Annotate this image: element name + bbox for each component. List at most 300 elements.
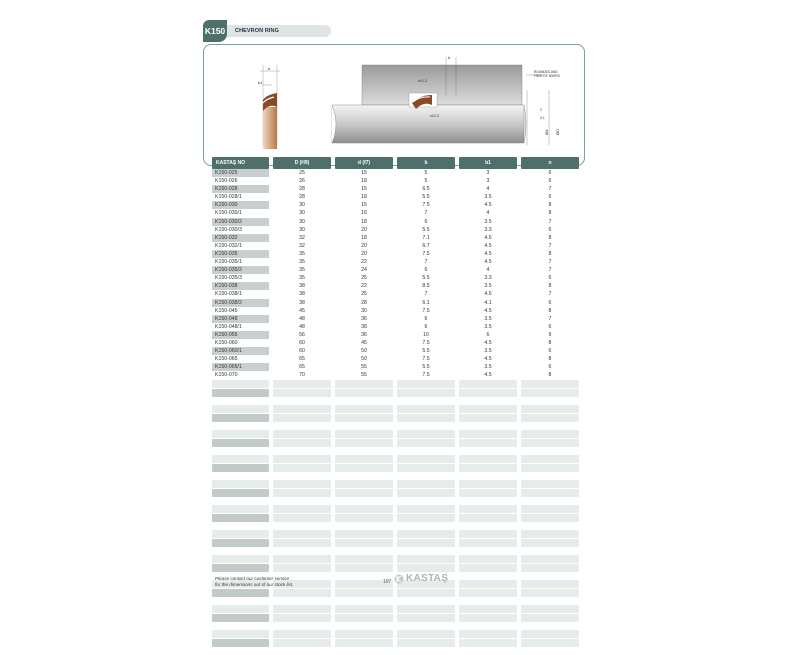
empty-cell	[335, 464, 393, 472]
section-title: CHEVRON RING	[235, 28, 279, 34]
table-cell: 20	[361, 250, 367, 257]
table-cell: 50	[361, 356, 367, 363]
table-cell: 6	[548, 364, 552, 371]
empty-cell	[212, 630, 269, 638]
table-cell: 8	[548, 234, 552, 241]
table-cell: 8	[548, 356, 552, 363]
logo-mark-icon	[394, 574, 404, 584]
table-cell: 4	[486, 210, 490, 217]
table-cell: 7	[548, 315, 552, 322]
empty-cell	[521, 555, 579, 563]
empty-cell	[335, 539, 393, 547]
empty-cell	[212, 505, 269, 513]
empty-cell	[521, 464, 579, 472]
table-cell: 4	[486, 186, 490, 193]
empty-cell	[335, 480, 393, 488]
empty-cell	[459, 564, 517, 572]
empty-cell	[273, 589, 331, 597]
table-row	[212, 250, 586, 258]
empty-cell	[459, 530, 517, 538]
table-cell: 8	[548, 283, 552, 290]
table-cell: 5.5	[422, 226, 430, 233]
dim-b-small-label: 0.1	[540, 116, 545, 120]
table-cell: 15	[361, 170, 367, 176]
part-number-cell: K150-035/1	[215, 259, 242, 266]
table-cell: 32	[299, 234, 305, 241]
table-cell: 6	[424, 315, 428, 322]
empty-cell	[212, 514, 269, 522]
table-cell: 5.5	[422, 275, 430, 282]
table-cell: 36	[361, 331, 367, 338]
table-cell: 4.5	[484, 372, 492, 379]
empty-row	[212, 514, 586, 522]
table-cell: 4.5	[484, 242, 492, 249]
table-cell: 25	[299, 170, 305, 176]
table-cell: 30	[299, 210, 305, 217]
empty-cell	[397, 605, 455, 613]
table-cell: 5.5	[422, 348, 430, 355]
table-cell: 30	[299, 202, 305, 209]
table-cell: 6	[548, 348, 552, 355]
empty-cell	[212, 564, 269, 572]
empty-cell	[212, 530, 269, 538]
table-cell: 7	[548, 186, 552, 193]
table-cell: 6	[548, 178, 552, 185]
table-cell: 7	[548, 291, 552, 298]
table-cell: 18	[361, 178, 367, 185]
empty-row	[212, 480, 586, 488]
empty-cell	[212, 489, 269, 497]
table-cell: 5.5	[422, 194, 430, 201]
table-cell: 45	[299, 307, 305, 314]
table-cell: 5	[424, 170, 428, 176]
empty-cell	[521, 580, 579, 588]
empty-cell	[335, 589, 393, 597]
empty-cell	[397, 439, 455, 447]
empty-cell	[273, 380, 331, 388]
part-number-cell: K150-035	[212, 250, 269, 258]
table-cell: 30	[299, 226, 305, 233]
empty-cell	[212, 605, 269, 613]
empty-cell	[397, 614, 455, 622]
empty-cell	[273, 405, 331, 413]
part-number-cell: K150-035/2	[212, 266, 269, 274]
empty-cell	[459, 380, 517, 388]
empty-cell	[397, 539, 455, 547]
empty-cell	[335, 614, 393, 622]
table-cell: 4	[486, 267, 490, 274]
empty-cell	[335, 380, 393, 388]
table-cell: 16	[361, 210, 367, 217]
footer-note-line-1: Please contact our customer service	[215, 576, 290, 581]
empty-cell	[335, 439, 393, 447]
table-cell: 7	[424, 259, 428, 266]
table-cell: 7	[424, 210, 428, 217]
table-cell: 18	[361, 234, 367, 241]
empty-cell	[397, 530, 455, 538]
product-code-badge: K150	[203, 20, 227, 42]
empty-row	[212, 489, 586, 497]
table-cell: 6	[548, 226, 552, 233]
table-row	[212, 347, 586, 355]
empty-cell	[212, 455, 269, 463]
table-cell: 4.5	[484, 307, 492, 314]
empty-cell	[273, 564, 331, 572]
empty-cell	[397, 514, 455, 522]
empty-cell	[521, 605, 579, 613]
empty-cell	[521, 589, 579, 597]
empty-row	[212, 389, 586, 397]
empty-cell	[335, 514, 393, 522]
empty-cell	[521, 480, 579, 488]
table-cell: 50	[361, 348, 367, 355]
empty-cell	[335, 489, 393, 497]
empty-row	[212, 564, 586, 572]
table-cell: 6	[548, 170, 552, 176]
column-header: D (H9)	[273, 157, 331, 169]
table-cell: 6	[486, 331, 490, 338]
empty-cell	[335, 505, 393, 513]
table-row	[212, 201, 586, 209]
empty-cell	[212, 639, 269, 647]
empty-cell	[335, 564, 393, 572]
table-cell: 25	[361, 275, 367, 282]
empty-cell	[397, 380, 455, 388]
table-row	[212, 274, 586, 282]
empty-cell	[521, 455, 579, 463]
empty-cell	[397, 489, 455, 497]
empty-cell	[459, 589, 517, 597]
column-header: b1	[459, 157, 517, 169]
empty-row	[212, 605, 586, 613]
technical-drawing	[204, 45, 584, 165]
table-cell: 38	[299, 299, 305, 306]
table-cell: 65	[299, 364, 305, 371]
empty-cell	[273, 555, 331, 563]
table-cell: 48	[299, 323, 305, 330]
part-number-cell: K150-032/1	[215, 242, 242, 249]
part-number-cell: K150-038	[212, 282, 269, 290]
empty-cell	[273, 639, 331, 647]
table-cell: 3.5	[484, 315, 492, 322]
table-cell: 7	[548, 218, 552, 225]
empty-cell	[397, 405, 455, 413]
table-cell: 35	[299, 250, 305, 257]
table-row	[212, 371, 586, 379]
empty-row	[212, 405, 586, 413]
part-number-cell: K150-025	[212, 169, 269, 177]
empty-cell	[521, 489, 579, 497]
empty-row	[212, 380, 586, 388]
part-number-cell: K150-030/2	[212, 218, 269, 226]
empty-cell	[459, 639, 517, 647]
technical-drawing-panel	[203, 44, 585, 166]
table-row	[212, 299, 586, 307]
catalog-page	[200, 12, 588, 592]
table-cell: 38	[299, 291, 305, 298]
table-cell: 22	[361, 283, 367, 290]
company-logo	[394, 573, 448, 584]
table-header-row	[212, 157, 586, 169]
table-cell: 9	[548, 331, 552, 338]
table-row	[212, 226, 586, 234]
table-row	[212, 339, 586, 347]
table-cell: 8	[548, 372, 552, 379]
part-number-cell: K150-065/1	[212, 363, 269, 371]
table-row	[212, 323, 586, 331]
table-row	[212, 290, 586, 298]
empty-cell	[397, 455, 455, 463]
table-cell: 10	[423, 331, 429, 338]
table-cell: 56	[299, 331, 305, 338]
part-number-cell: K150-070	[215, 372, 238, 379]
table-cell: 60	[299, 348, 305, 355]
table-cell: 3.5	[484, 364, 492, 371]
table-cell: 15	[361, 186, 367, 193]
empty-cell	[273, 480, 331, 488]
table-cell: 3	[486, 178, 490, 185]
table-cell: 7.1	[422, 234, 430, 241]
empty-row	[212, 555, 586, 563]
dim-b1-label: b1	[258, 80, 263, 85]
table-row	[212, 282, 586, 290]
empty-cell	[212, 380, 269, 388]
table-cell: 4.5	[484, 259, 492, 266]
table-cell: 28	[299, 194, 305, 201]
table-cell: 3.5	[484, 283, 492, 290]
empty-cell	[273, 489, 331, 497]
empty-cell	[273, 505, 331, 513]
empty-cell	[459, 555, 517, 563]
table-row	[212, 218, 586, 226]
column-header: b	[397, 157, 455, 169]
part-number-cell: K150-060/1	[212, 347, 269, 355]
empty-cell	[521, 380, 579, 388]
column-header: n	[521, 157, 579, 169]
empty-cell	[335, 405, 393, 413]
radius-bottom-label: r≤0.2	[430, 113, 440, 118]
empty-row	[212, 414, 586, 422]
table-cell: 7	[548, 267, 552, 274]
column-header: KASTAŞ NO	[212, 157, 269, 169]
empty-cell	[212, 480, 269, 488]
empty-cell	[273, 530, 331, 538]
table-cell: 70	[299, 372, 305, 379]
table-cell: 8	[548, 250, 552, 257]
part-number-cell: K150-038/1	[215, 291, 242, 298]
empty-row	[212, 630, 586, 638]
empty-cell	[459, 430, 517, 438]
table-cell: 6	[548, 194, 552, 201]
table-body	[212, 169, 586, 379]
part-number-cell: K150-030	[212, 201, 269, 209]
empty-cell	[459, 580, 517, 588]
inner-diameter-label: Ød	[544, 129, 549, 135]
table-cell: 20	[361, 242, 367, 249]
empty-cell	[521, 530, 579, 538]
empty-cell	[212, 614, 269, 622]
footer-note	[215, 576, 293, 588]
empty-cell	[273, 514, 331, 522]
table-cell: 3.5	[484, 218, 492, 225]
empty-cell	[397, 630, 455, 638]
empty-cell	[212, 439, 269, 447]
table-cell: 4.6	[484, 234, 492, 241]
table-cell: 15	[361, 202, 367, 209]
empty-cell	[521, 564, 579, 572]
table-cell: 8.5	[422, 283, 430, 290]
empty-cell	[459, 480, 517, 488]
table-cell: 22	[361, 259, 367, 266]
empty-cell	[273, 439, 331, 447]
column-header: d (f7)	[335, 157, 393, 169]
empty-cell	[459, 630, 517, 638]
empty-cell	[459, 539, 517, 547]
table-cell: 30	[299, 218, 305, 225]
table-row	[212, 258, 586, 266]
table-cell: 38	[361, 323, 367, 330]
table-cell: 55	[361, 372, 367, 379]
table-row	[212, 307, 586, 315]
empty-cell	[397, 505, 455, 513]
table-cell: 6.5	[422, 186, 430, 193]
table-cell: 28	[361, 299, 367, 306]
empty-cell	[397, 464, 455, 472]
table-cell: 3.5	[484, 323, 492, 330]
table-row	[212, 209, 586, 217]
table-cell: 65	[299, 356, 305, 363]
part-number-cell: K150-032	[212, 234, 269, 242]
part-number-cell: K150-048/1	[215, 323, 242, 330]
empty-cell	[335, 630, 393, 638]
empty-table-rows	[212, 380, 586, 647]
empty-cell	[521, 505, 579, 513]
table-cell: 4.1	[484, 299, 492, 306]
empty-cell	[521, 439, 579, 447]
radius-top-label: r≤0.2	[418, 78, 428, 83]
table-row	[212, 331, 586, 339]
table-cell: 3	[486, 170, 490, 176]
dim-b-label: b	[268, 66, 271, 71]
table-row	[212, 177, 586, 185]
empty-cell	[273, 614, 331, 622]
empty-cell	[335, 639, 393, 647]
table-cell: 7.5	[422, 372, 430, 379]
empty-row	[212, 439, 586, 447]
part-number-cell: K150-026	[215, 178, 238, 185]
empty-cell	[459, 489, 517, 497]
table-cell: 6	[424, 267, 428, 274]
empty-cell	[397, 564, 455, 572]
table-cell: 3.3	[484, 275, 492, 282]
outer-diameter-label: ØD	[555, 129, 560, 135]
table-cell: 36	[361, 315, 367, 322]
empty-cell	[397, 639, 455, 647]
table-cell: 5.5	[422, 364, 430, 371]
empty-cell	[521, 405, 579, 413]
empty-cell	[212, 555, 269, 563]
table-cell: 7	[548, 242, 552, 249]
note-line-2: FREE OF BURRS	[534, 74, 560, 78]
table-cell: 7	[548, 259, 552, 266]
dim-b-right-label: b	[448, 55, 451, 60]
part-number-cell: K150-056	[212, 331, 269, 339]
dim-a-label: 2	[540, 108, 542, 112]
empty-cell	[459, 414, 517, 422]
empty-cell	[212, 405, 269, 413]
empty-cell	[212, 464, 269, 472]
table-cell: 6	[424, 323, 428, 330]
empty-row	[212, 505, 586, 513]
part-number-cell: K150-028/1	[215, 194, 242, 201]
empty-cell	[521, 389, 579, 397]
table-cell: 20	[361, 226, 367, 233]
empty-cell	[521, 414, 579, 422]
table-cell: 35	[299, 275, 305, 282]
empty-cell	[459, 439, 517, 447]
part-number-cell: K150-030/3	[215, 226, 242, 233]
table-cell: 24	[361, 267, 367, 274]
empty-cell	[459, 455, 517, 463]
table-cell: 48	[299, 315, 305, 322]
empty-cell	[273, 539, 331, 547]
empty-row	[212, 589, 586, 597]
note-line-1: ROUNDED AND	[534, 70, 558, 74]
table-cell: 32	[299, 242, 305, 249]
table-cell: 6	[548, 275, 552, 282]
table-row	[212, 315, 586, 323]
table-row	[212, 169, 586, 177]
empty-cell	[335, 555, 393, 563]
table-cell: 26	[299, 178, 305, 185]
empty-cell	[273, 605, 331, 613]
table-cell: 38	[299, 283, 305, 290]
empty-cell	[521, 614, 579, 622]
empty-cell	[397, 589, 455, 597]
empty-cell	[521, 639, 579, 647]
table-cell: 3.3	[484, 226, 492, 233]
table-cell: 3.5	[484, 348, 492, 355]
empty-cell	[212, 389, 269, 397]
table-cell: 6	[548, 299, 552, 306]
empty-cell	[397, 480, 455, 488]
table-cell: 18	[361, 194, 367, 201]
empty-cell	[459, 505, 517, 513]
table-cell: 25	[361, 291, 367, 298]
table-cell: 35	[299, 259, 305, 266]
table-cell: 6.7	[422, 242, 430, 249]
table-cell: 6.1	[422, 299, 430, 306]
part-number-cell: K150-060	[215, 339, 238, 346]
empty-cell	[459, 405, 517, 413]
table-cell: 4.6	[484, 291, 492, 298]
empty-row	[212, 430, 586, 438]
empty-row	[212, 639, 586, 647]
part-number-cell: K150-048	[212, 315, 269, 323]
empty-cell	[521, 539, 579, 547]
table-cell: 7.5	[422, 202, 430, 209]
table-cell: 28	[299, 186, 305, 193]
table-row	[212, 363, 586, 371]
empty-cell	[335, 455, 393, 463]
table-cell: 4.5	[484, 202, 492, 209]
empty-cell	[459, 614, 517, 622]
empty-row	[212, 539, 586, 547]
assembly-view	[332, 55, 560, 145]
table-cell: 45	[361, 339, 367, 346]
table-cell: 3.5	[484, 194, 492, 201]
page-number: 197	[383, 579, 392, 585]
